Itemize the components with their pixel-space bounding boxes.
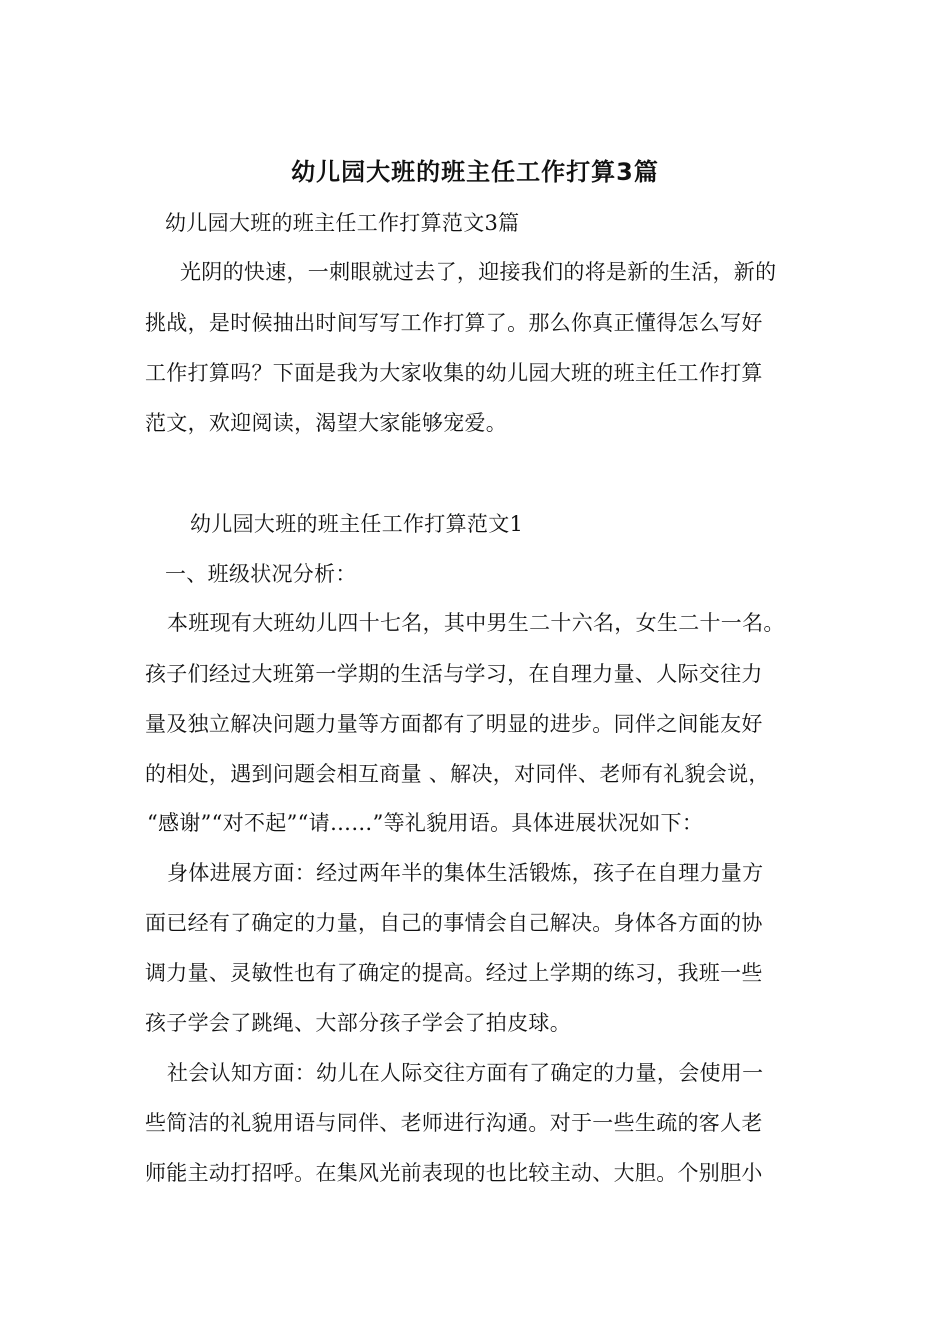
intro-line-1: 光阴的快速，一刺眼就过去了，迎接我们的将是新的生活，新的 (180, 260, 777, 284)
para3-line-2: 些简洁的礼貌用语与同伴、老师进行沟通。对于一些生疏的客人老 (145, 1111, 763, 1135)
intro-line-2: 挑战，是时候抽出时间写写工作打算了。那么你真正懂得怎么写好 (145, 311, 763, 335)
part-heading: 一、班级状况分析： (165, 562, 357, 586)
para1-line-4: 的相处，遇到问题会相互商量 、解决，对同伴、老师有礼貌会说， (145, 762, 770, 786)
para2-line-1: 身体进展方面：经过两年半的集体生活锻炼，孩子在自理力量方 (167, 861, 764, 885)
document-title: 幼儿园大班的班主任工作打算3篇 (291, 158, 659, 186)
para3-line-3: 师能主动打招呼。在集风光前表现的也比较主动、大胆。个别胆小 (145, 1161, 763, 1185)
para1-line-3: 量及独立解决问题力量等方面都有了明显的进步。同伴之间能友好 (145, 712, 763, 736)
para3-line-1: 社会认知方面：幼儿在人际交往方面有了确定的力量，会使用一 (167, 1061, 764, 1085)
document-subtitle: 幼儿园大班的班主任工作打算范文3篇 (165, 211, 520, 235)
para1-line-2: 孩子们经过大班第一学期的生活与学习，在自理力量、人际交往力 (145, 662, 763, 686)
intro-line-4: 范文，欢迎阅读，渴望大家能够宠爱。 (145, 411, 508, 435)
intro-line-3: 工作打算吗？下面是我为大家收集的幼儿园大班的班主任工作打算 (145, 361, 763, 385)
para1-line-5: “感谢”“对不起”“请……”等礼貌用语。具体进展状况如下： (147, 811, 704, 835)
para2-line-4: 孩子学会了跳绳、大部分孩子学会了拍皮球。 (145, 1011, 571, 1035)
para1-line-1: 本班现有大班幼儿四十七名，其中男生二十六名，女生二十一名。 (167, 611, 785, 635)
para2-line-3: 调力量、灵敏性也有了确定的提高。经过上学期的练习，我班一些 (145, 961, 763, 985)
para2-line-2: 面已经有了确定的力量，自己的事情会自己解决。身体各方面的协 (145, 911, 763, 935)
section-heading: 幼儿园大班的班主任工作打算范文1 (190, 512, 524, 536)
